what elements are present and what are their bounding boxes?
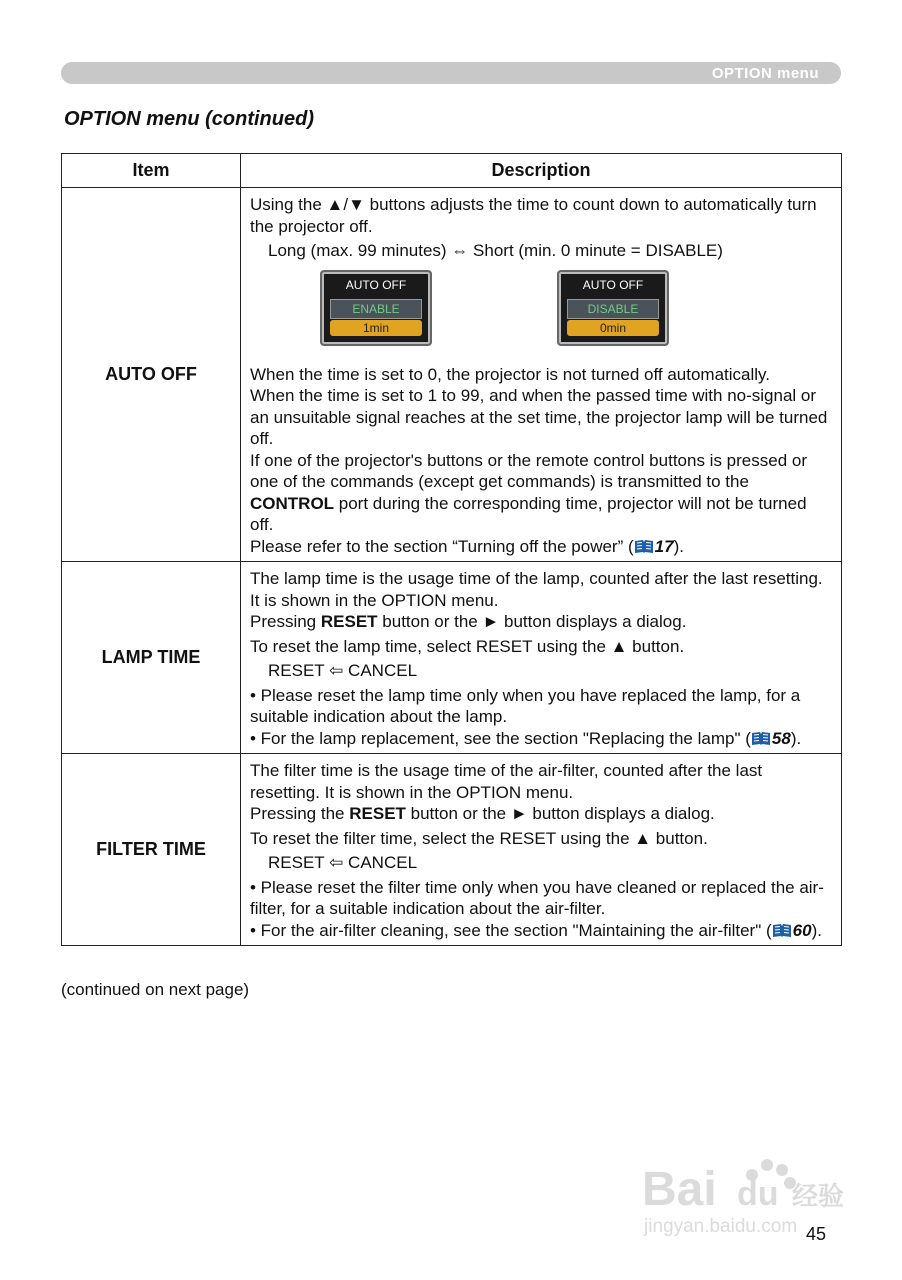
auto-off-intro: Using the ▲/▼ buttons adjusts the time to count down to automatically turn the projector off. [250,195,817,236]
table-row-auto-off [62,188,842,562]
table-row-filter-time [62,754,842,946]
page-reference[interactable]: 60 [792,920,812,940]
auto-off-control-note [250,450,833,536]
svg-text:经验: 经验 [792,1182,845,1212]
auto-off-range-note: When the time is set to 1 to 99, and when the passed time with no-signal or an unsuitable signal reaches at the set time, the projector lamp will be turned off. [250,386,828,448]
auto-off-reference [250,536,833,558]
book-icon [634,539,654,554]
book-icon [751,731,771,746]
page-title: OPTION menu (continued) [64,108,314,130]
page-reference[interactable]: 58 [771,728,791,748]
table-header-row [62,154,842,188]
text-run: ). [790,728,802,748]
text-run: button or the ► button displays a dialog. [405,804,715,823]
text-run: • For the lamp replacement, see the section "Replacing the lamp" ( [250,728,751,748]
osd-auto-off-enable [320,270,432,346]
lamp-time-reset-dialog [250,611,833,633]
control-port-label: CONTROL [250,493,335,513]
column-header-description: Description [241,154,842,188]
reset-label: RESET [349,804,406,823]
osd-state: DISABLE [567,299,659,319]
svg-text:du: du [737,1175,779,1213]
osd-auto-off-disable [557,270,669,346]
text-run: If one of the projector's buttons or the remote control buttons is pressed or one of the commands (except get commands) is transmitted to the [250,450,807,491]
osd-value: 1min [330,320,422,336]
svg-text:jingyan.baidu.com: jingyan.baidu.com [644,1216,798,1237]
page-number: 45 [806,1224,827,1244]
filter-time-reference [250,920,833,942]
column-header-item: Item [62,154,241,188]
lamp-time-reset-cancel: RESET ⇦ CANCEL [268,661,418,680]
filter-time-reset-cancel: RESET ⇦ CANCEL [268,853,418,872]
item-lamp-time: LAMP TIME [62,562,241,754]
item-auto-off: AUTO OFF [62,188,241,562]
book-icon [772,923,792,938]
reset-label: RESET [320,612,378,631]
text-run: Pressing [250,612,321,631]
filter-time-intro: The filter time is the usage time of the air-filter, counted after the last resetting. It is shown in the OPTION menu. [250,761,763,802]
section-header-bar [61,62,841,84]
option-menu-table [61,153,842,946]
text-run: button or the ► button displays a dialog. [377,612,687,631]
osd-value: 0min [567,320,659,336]
description-filter-time [241,754,842,946]
text-run: Pressing the [250,804,350,823]
osd-title: AUTO OFF [582,277,644,292]
description-auto-off [241,188,842,562]
osd-title: AUTO OFF [345,277,407,292]
filter-time-reset-dialog [250,803,833,825]
auto-off-range: Long (max. 99 minutes) ⇔ Short (min. 0 minute = DISABLE) [268,241,723,260]
continued-note: (continued on next page) [61,980,250,999]
filter-time-note: • Please reset the filter time only when you have cleaned or replaced the air-filter, for a suitable indication about the air-filter. [250,877,824,918]
text-run: port during the corresponding time, projector will not be turned off. [250,493,807,534]
osd-state: ENABLE [330,299,422,319]
page-reference[interactable]: 17 [654,536,674,556]
osd-examples [250,270,833,360]
lamp-time-reset-instruction: To reset the lamp time, select RESET using the ▲ button. [250,636,685,656]
lamp-time-intro: The lamp time is the usage time of the lamp, counted after the last resetting. It is shown in the OPTION menu. [250,569,823,610]
svg-text:Bai: Bai [642,1163,717,1216]
filter-time-reset-instruction: To reset the filter time, select the RESET using the ▲ button. [250,828,708,848]
text-run: ). [673,536,684,556]
text-run: Please refer to the section “Turning off the power” ( [250,536,634,556]
text-run: • For the air-filter cleaning, see the section "Maintaining the air-filter" ( [250,920,772,940]
lamp-time-reference [250,728,833,750]
section-header-label: OPTION menu [711,65,819,82]
text-run: ). [811,920,822,940]
table-row-lamp-time [62,562,842,754]
auto-off-zero-note: When the time is set to 0, the projector is not turned off automatically. [250,364,771,384]
lamp-time-note: • Please reset the lamp time only when you have replaced the lamp, for a suitable indication about the lamp. [250,685,801,726]
description-lamp-time [241,562,842,754]
item-filter-time: FILTER TIME [62,754,241,946]
